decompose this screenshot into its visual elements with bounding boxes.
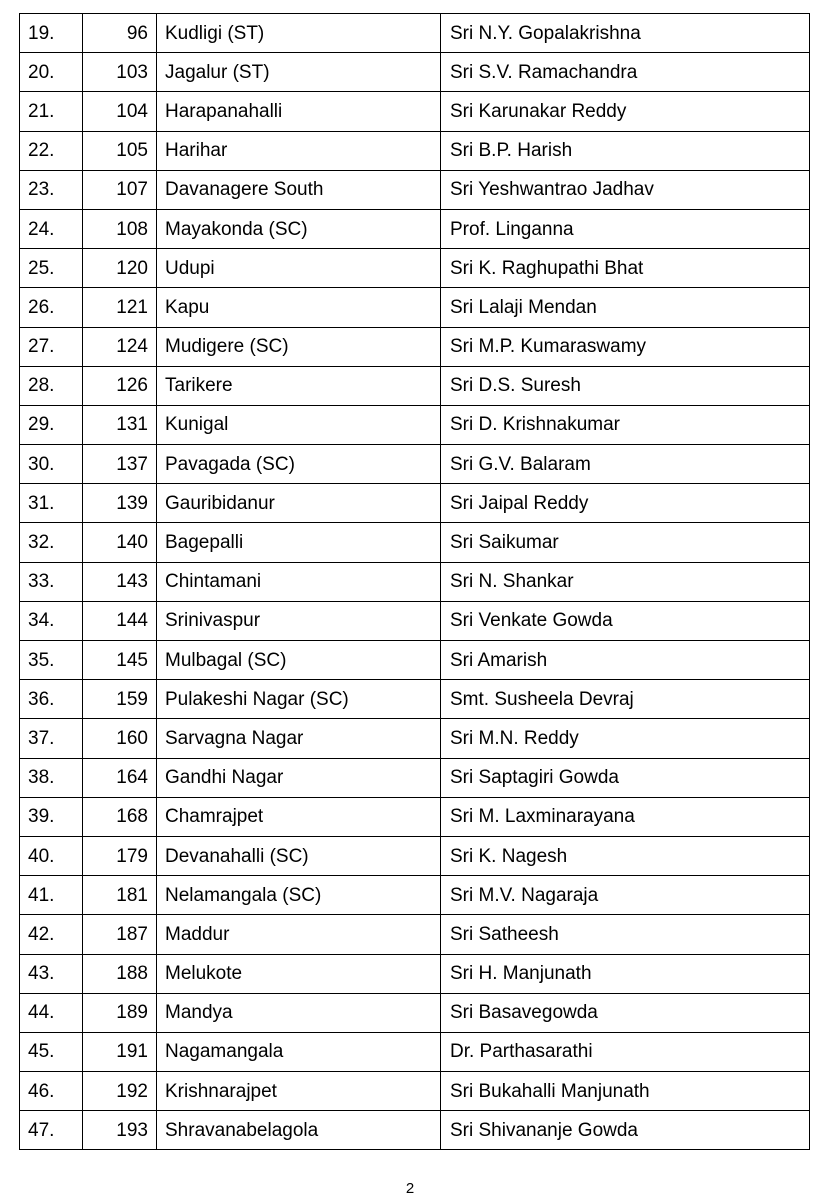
serial-number-cell: 23.	[20, 170, 83, 209]
table-row	[20, 1111, 810, 1150]
serial-number-cell: 32.	[20, 523, 83, 562]
constituency-name-cell: Krishnarajpet	[157, 1072, 441, 1111]
table-row	[20, 993, 810, 1032]
candidate-name-cell: Sri N.Y. Gopalakrishna	[441, 14, 810, 53]
table-row	[20, 14, 810, 53]
candidate-table	[19, 13, 810, 1150]
serial-number-cell: 19.	[20, 14, 83, 53]
table-row	[20, 131, 810, 170]
constituency-number-cell: 140	[83, 523, 157, 562]
serial-number-cell: 20.	[20, 53, 83, 92]
constituency-name-cell: Mandya	[157, 993, 441, 1032]
constituency-name-cell: Harihar	[157, 131, 441, 170]
serial-number-cell: 29.	[20, 405, 83, 444]
table-row	[20, 915, 810, 954]
constituency-name-cell: Mudigere (SC)	[157, 327, 441, 366]
constituency-number-cell: 96	[83, 14, 157, 53]
constituency-number-cell: 144	[83, 601, 157, 640]
table-row	[20, 523, 810, 562]
candidate-name-cell: Sri K. Nagesh	[441, 836, 810, 875]
constituency-name-cell: Mulbagal (SC)	[157, 641, 441, 680]
serial-number-cell: 37.	[20, 719, 83, 758]
constituency-number-cell: 164	[83, 758, 157, 797]
candidate-name-cell: Sri H. Manjunath	[441, 954, 810, 993]
constituency-name-cell: Nagamangala	[157, 1032, 441, 1071]
candidate-name-cell: Sri B.P. Harish	[441, 131, 810, 170]
constituency-name-cell: Gauribidanur	[157, 484, 441, 523]
serial-number-cell: 40.	[20, 836, 83, 875]
serial-number-cell: 43.	[20, 954, 83, 993]
constituency-number-cell: 187	[83, 915, 157, 954]
constituency-name-cell: Mayakonda (SC)	[157, 209, 441, 248]
constituency-number-cell: 143	[83, 562, 157, 601]
candidate-name-cell: Sri Karunakar Reddy	[441, 92, 810, 131]
candidate-name-cell: Sri M.P. Kumaraswamy	[441, 327, 810, 366]
constituency-name-cell: Chintamani	[157, 562, 441, 601]
table-row	[20, 405, 810, 444]
serial-number-cell: 45.	[20, 1032, 83, 1071]
constituency-number-cell: 120	[83, 249, 157, 288]
serial-number-cell: 21.	[20, 92, 83, 131]
constituency-number-cell: 179	[83, 836, 157, 875]
serial-number-cell: 31.	[20, 484, 83, 523]
table-row	[20, 366, 810, 405]
candidate-name-cell: Sri D. Krishnakumar	[441, 405, 810, 444]
serial-number-cell: 34.	[20, 601, 83, 640]
table-row	[20, 445, 810, 484]
constituency-number-cell: 189	[83, 993, 157, 1032]
table-row	[20, 1032, 810, 1071]
candidate-table-body	[20, 14, 810, 1150]
table-row	[20, 680, 810, 719]
constituency-name-cell: Nelamangala (SC)	[157, 876, 441, 915]
constituency-number-cell: 168	[83, 797, 157, 836]
candidate-name-cell: Dr. Parthasarathi	[441, 1032, 810, 1071]
constituency-name-cell: Davanagere South	[157, 170, 441, 209]
constituency-name-cell: Kunigal	[157, 405, 441, 444]
constituency-number-cell: 181	[83, 876, 157, 915]
constituency-name-cell: Pavagada (SC)	[157, 445, 441, 484]
table-row	[20, 601, 810, 640]
constituency-name-cell: Harapanahalli	[157, 92, 441, 131]
constituency-name-cell: Kudligi (ST)	[157, 14, 441, 53]
table-row	[20, 719, 810, 758]
constituency-name-cell: Kapu	[157, 288, 441, 327]
constituency-name-cell: Maddur	[157, 915, 441, 954]
serial-number-cell: 22.	[20, 131, 83, 170]
candidate-name-cell: Sri Yeshwantrao Jadhav	[441, 170, 810, 209]
serial-number-cell: 28.	[20, 366, 83, 405]
constituency-name-cell: Udupi	[157, 249, 441, 288]
candidate-name-cell: Sri S.V. Ramachandra	[441, 53, 810, 92]
constituency-name-cell: Gandhi Nagar	[157, 758, 441, 797]
table-row	[20, 758, 810, 797]
candidate-name-cell: Sri M.N. Reddy	[441, 719, 810, 758]
table-row	[20, 170, 810, 209]
table-row	[20, 249, 810, 288]
candidate-name-cell: Sri N. Shankar	[441, 562, 810, 601]
table-row	[20, 1072, 810, 1111]
constituency-name-cell: Sarvagna Nagar	[157, 719, 441, 758]
constituency-name-cell: Pulakeshi Nagar (SC)	[157, 680, 441, 719]
constituency-number-cell: 103	[83, 53, 157, 92]
candidate-name-cell: Sri M.V. Nagaraja	[441, 876, 810, 915]
constituency-number-cell: 121	[83, 288, 157, 327]
serial-number-cell: 27.	[20, 327, 83, 366]
constituency-number-cell: 188	[83, 954, 157, 993]
serial-number-cell: 38.	[20, 758, 83, 797]
candidate-name-cell: Sri Saikumar	[441, 523, 810, 562]
candidate-name-cell: Sri D.S. Suresh	[441, 366, 810, 405]
page-number: 2	[405, 1180, 415, 1197]
constituency-number-cell: 137	[83, 445, 157, 484]
constituency-number-cell: 191	[83, 1032, 157, 1071]
serial-number-cell: 26.	[20, 288, 83, 327]
table-row	[20, 484, 810, 523]
candidate-name-cell: Sri G.V. Balaram	[441, 445, 810, 484]
serial-number-cell: 30.	[20, 445, 83, 484]
table-row	[20, 288, 810, 327]
constituency-number-cell: 159	[83, 680, 157, 719]
table-row	[20, 836, 810, 875]
candidate-name-cell: Sri Saptagiri Gowda	[441, 758, 810, 797]
constituency-name-cell: Melukote	[157, 954, 441, 993]
constituency-number-cell: 145	[83, 641, 157, 680]
candidate-name-cell: Sri Bukahalli Manjunath	[441, 1072, 810, 1111]
serial-number-cell: 41.	[20, 876, 83, 915]
candidate-name-cell: Smt. Susheela Devraj	[441, 680, 810, 719]
table-row	[20, 954, 810, 993]
table-row	[20, 562, 810, 601]
constituency-number-cell: 126	[83, 366, 157, 405]
candidate-name-cell: Sri Basavegowda	[441, 993, 810, 1032]
constituency-number-cell: 192	[83, 1072, 157, 1111]
serial-number-cell: 44.	[20, 993, 83, 1032]
serial-number-cell: 36.	[20, 680, 83, 719]
constituency-number-cell: 131	[83, 405, 157, 444]
candidate-name-cell: Sri Shivananje Gowda	[441, 1111, 810, 1150]
candidate-name-cell: Sri Venkate Gowda	[441, 601, 810, 640]
constituency-name-cell: Srinivaspur	[157, 601, 441, 640]
serial-number-cell: 39.	[20, 797, 83, 836]
serial-number-cell: 46.	[20, 1072, 83, 1111]
serial-number-cell: 35.	[20, 641, 83, 680]
constituency-number-cell: 108	[83, 209, 157, 248]
candidate-name-cell: Prof. Linganna	[441, 209, 810, 248]
constituency-name-cell: Jagalur (ST)	[157, 53, 441, 92]
candidate-name-cell: Sri Amarish	[441, 641, 810, 680]
table-row	[20, 641, 810, 680]
constituency-number-cell: 139	[83, 484, 157, 523]
table-row	[20, 92, 810, 131]
serial-number-cell: 24.	[20, 209, 83, 248]
constituency-name-cell: Tarikere	[157, 366, 441, 405]
table-row	[20, 209, 810, 248]
table-row	[20, 876, 810, 915]
candidate-name-cell: Sri Jaipal Reddy	[441, 484, 810, 523]
constituency-number-cell: 105	[83, 131, 157, 170]
table-row	[20, 797, 810, 836]
constituency-name-cell: Bagepalli	[157, 523, 441, 562]
constituency-name-cell: Shravanabelagola	[157, 1111, 441, 1150]
constituency-number-cell: 104	[83, 92, 157, 131]
constituency-number-cell: 160	[83, 719, 157, 758]
constituency-name-cell: Chamrajpet	[157, 797, 441, 836]
constituency-name-cell: Devanahalli (SC)	[157, 836, 441, 875]
candidate-name-cell: Sri M. Laxminarayana	[441, 797, 810, 836]
serial-number-cell: 42.	[20, 915, 83, 954]
candidate-name-cell: Sri Satheesh	[441, 915, 810, 954]
table-row	[20, 53, 810, 92]
table-row	[20, 327, 810, 366]
constituency-number-cell: 107	[83, 170, 157, 209]
constituency-number-cell: 193	[83, 1111, 157, 1150]
serial-number-cell: 47.	[20, 1111, 83, 1150]
candidate-name-cell: Sri K. Raghupathi Bhat	[441, 249, 810, 288]
serial-number-cell: 33.	[20, 562, 83, 601]
candidate-name-cell: Sri Lalaji Mendan	[441, 288, 810, 327]
constituency-number-cell: 124	[83, 327, 157, 366]
serial-number-cell: 25.	[20, 249, 83, 288]
